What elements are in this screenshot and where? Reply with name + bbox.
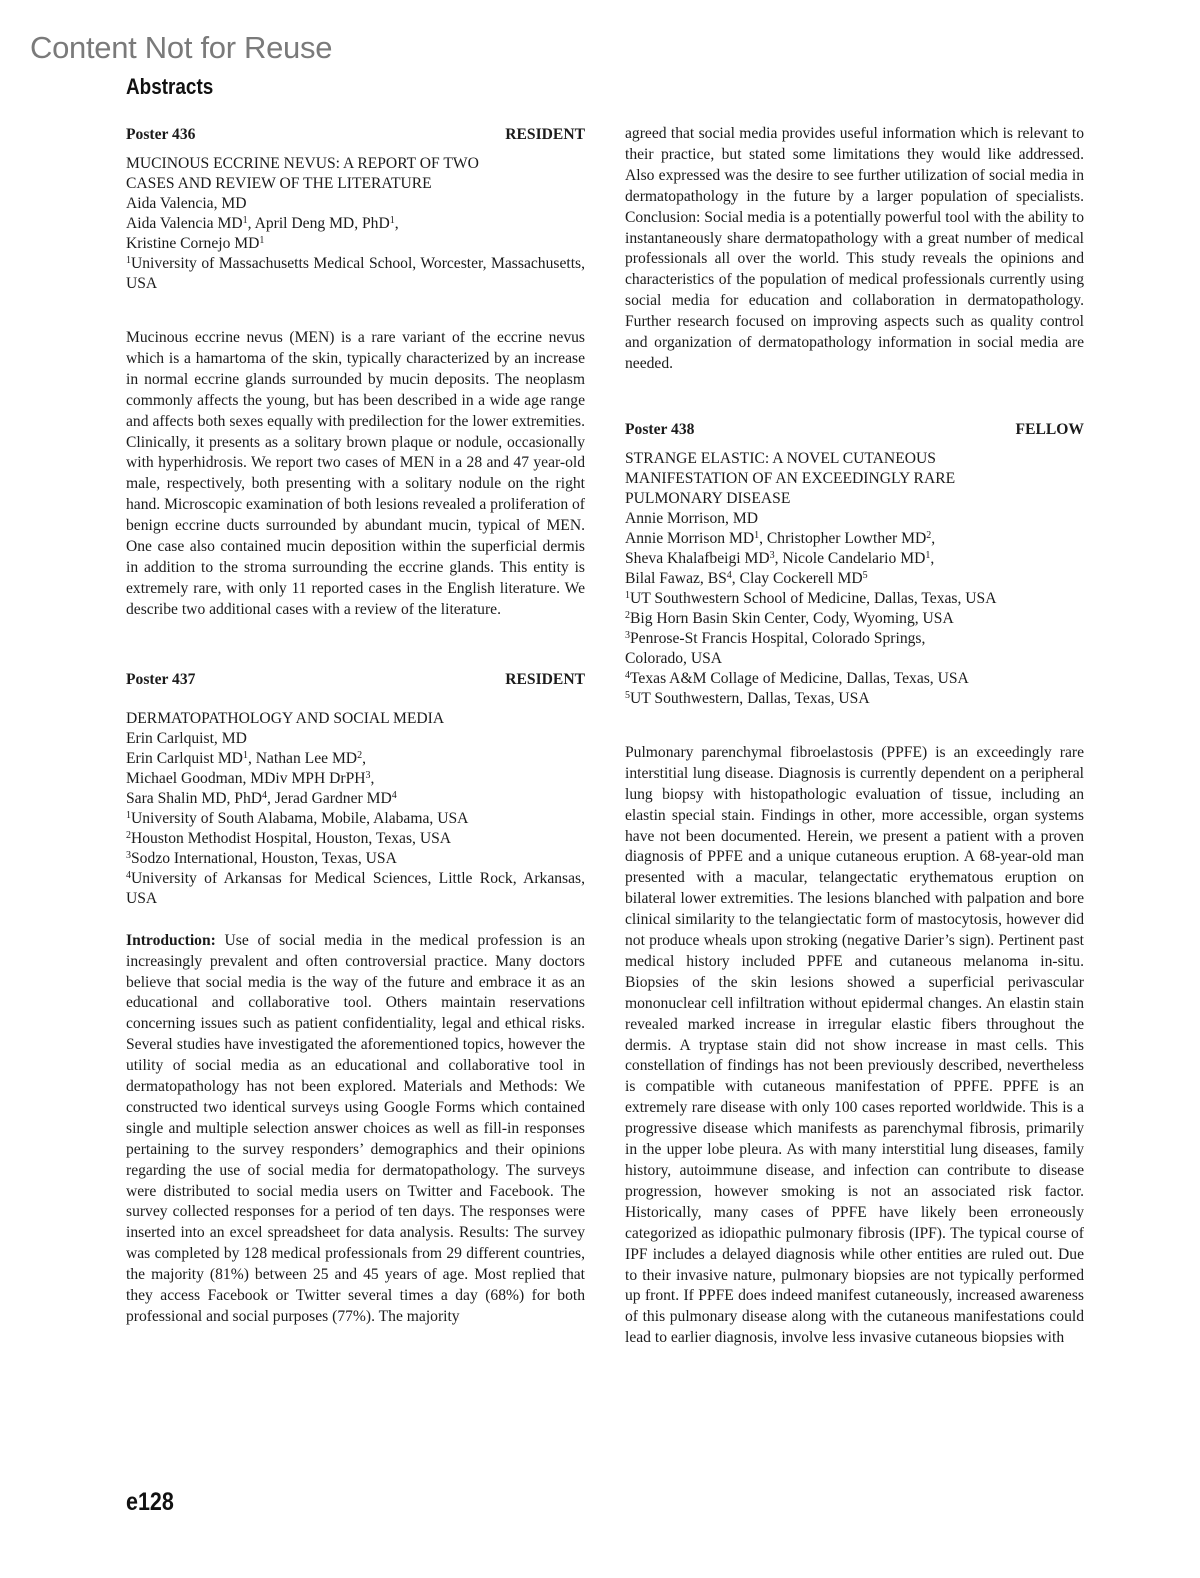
presenter: Aida Valencia, MD bbox=[126, 195, 247, 212]
poster-head-block bbox=[126, 154, 585, 294]
affiliation: $^4$Texas A&M Collage of Medicine, Dallas, Texas, USA bbox=[625, 669, 969, 687]
authors-line: Annie Morrison $MD^1$, Christopher Lowther $MD^2$, bbox=[625, 529, 936, 547]
abstract-title-line: CASES AND REVIEW OF THE LITERATURE bbox=[126, 175, 432, 192]
left-column bbox=[126, 124, 585, 1328]
abstract-title-line: DERMATOPATHOLOGY AND SOCIAL MEDIA bbox=[126, 709, 445, 727]
abstract-title-line: MUCINOUS ECCRINE NEVUS: A REPORT OF TWO bbox=[126, 155, 479, 172]
affiliation: $^1$University of South Alabama, Mobile, Alabama, USA bbox=[126, 809, 469, 827]
poster-header bbox=[126, 669, 585, 691]
authors-line: Erin Carlquist $MD^1$, Nathan Lee $MD^2$, bbox=[126, 749, 366, 767]
presenter: Erin Carlquist, MD bbox=[126, 729, 247, 747]
authors-line: Michael Goodman, MDiv MPH DrPH$^3$, bbox=[126, 769, 375, 787]
poster-number: Poster 437 bbox=[126, 670, 196, 688]
section-title: Abstracts bbox=[126, 74, 214, 99]
authors-line: Sheva Khalafbeigi $MD^3$, Nicole Candelario $MD^1$, bbox=[625, 549, 935, 567]
abstract-title-line: PULMONARY DISEASE bbox=[625, 489, 791, 507]
abstract-title-line: MANIFESTATION OF AN EXCEEDINGLY RARE bbox=[625, 469, 956, 487]
affiliation: $^3$Sodzo International, Houston, Texas, USA bbox=[126, 849, 397, 867]
right-column bbox=[625, 124, 1084, 1349]
poster-number: Poster 438 bbox=[625, 420, 695, 438]
poster-head-block bbox=[625, 449, 1084, 709]
abstract-body: Pulmonary parenchymal fibroelastosis (PPFE) is an exceedingly rare interstitial lung disease. Diagnosis is currently dependent on a peripheral lung biopsy with histopathologic evaluation of tissue, including an elastin special stain. Findings in other, more accessible, organ systems have not been documented. Herein, we present a patient with a proven diagnosis of PPFE and a unique cutaneous eruption. A 68-year-old man presented with a macular, telangectatic erythematous eruption on bilateral lower extremities. The lesions blanched with palpation and bore clinical similarity to the telangiectatic form of mastocytosis, however did not produce wheals upon stroking (negative Darier’s sign). Pertinent past medical history included PPFE and cutaneous melanoma in-situ. Biopsies of the skin lesions showed a superficial perivascular mononuclear cell infiltration without epidermal changes. An elastin stain revealed marked increase in irregular elastic fibers throughout the dermis. A tryptase stain did not show increase in mast cells. This constellation of findings has not been previously described, nevertheless is compatible with cutaneous manifestation of PPFE. PPFE is an extremely rare disease with only 100 cases reported worldwide. This is a progressive disease which manifests as parenchymal fibrosis, primarily in the upper lobe pleura. As with many interstitial lung diseases, family history, autoimmune disease, and infection can contribute to disease progression, however smoking is not an associated risk factor. Historically, many cases of PPFE have likely been erroneously categorized as idiopathic pulmonary fibrosis (IPF). The typical course of IPF includes a delayed diagnosis while other entities are ruled out. Due to their invasive nature, pulmonary biopsies are not typically performed up front. If PPFE does indeed manifest cutaneously, increased awareness of this pulmonary disease along with the cutaneous manifestations could lead to earlier diagnosis, involve less invasive cutaneous biopsies with bbox=[625, 743, 1084, 1347]
poster-header bbox=[625, 419, 1084, 441]
poster-head-block bbox=[126, 709, 585, 909]
poster-category: RESIDENT bbox=[505, 670, 585, 688]
poster-number: Poster 436 bbox=[126, 126, 196, 143]
presenter: Annie Morrison, MD bbox=[625, 509, 758, 527]
affiliation: $^1$University of Massachusetts Medical School, Worcester, Massachusetts, USA bbox=[126, 255, 585, 292]
authors-line: Sara Shalin MD, PhD$^4$, Jerad Gardner $MD^4$ bbox=[126, 789, 397, 807]
authors-line: Bilal Fawaz, $BS^4$, Clay Cockerell $MD^5$ bbox=[625, 569, 868, 587]
affiliation: $^1$UT Southwestern School of Medicine, Dallas, Texas, USA bbox=[625, 589, 997, 607]
authors-line: Aida Valencia $MD^1$, April Deng MD, PhD$^1$, bbox=[126, 215, 399, 232]
poster-header bbox=[126, 124, 585, 146]
abstract-continuation: agreed that social media provides useful information which is relevant to their practice, but stated some limitations they would like addressed. Also expressed was the desire to see further utilization of social media in dermatopathology in the future by a larger population of specialists. Conclusion: Social media is a potentially powerful tool with the ability to instantaneously share dermatopathology with a great number of medical professionals all over the world. This study reveals the opinions and characteristics of the population of medical professionals currently using social media for education and collaboration in dermatopathology. Further research focused on improving aspects such as quality control and organization of dermatopathology information in social media are needed. bbox=[625, 125, 1084, 372]
affiliation: $^4$University of Arkansas for Medical Sciences, Little Rock, Arkansas, USA bbox=[126, 869, 585, 907]
affiliation: $^3$Penrose-St Francis Hospital, Colorado Springs, bbox=[625, 629, 926, 647]
intro-label: Introduction: bbox=[126, 931, 216, 949]
page-number: e128 bbox=[126, 1488, 174, 1516]
poster-436 bbox=[126, 124, 585, 621]
abstract-body: Mucinous eccrine nevus (MEN) is a rare variant of the eccrine nevus which is a hamartoma of the skin, typically characterized by an increase in normal eccrine glands surrounded by mucin deposits. The neoplasm commonly affects the young, but has been described in a wide age range and affects both sexes equally with predilection for the lower extremities. Clinically, it presents as a solitary brown plaque or nodule, occasionally with hyperhidrosis. We report two cases of MEN in a 28 and 47 year-old male, respectively, both presenting with a solitary nodule on the right hand. Microscopic examination of both lesions revealed a proliferation of benign eccrine ducts surrounded by abundant mucin, typical of MEN. One case also contained mucin deposition within the superficial dermis in addition to the stroma surrounding the eccrine glands. This entity is extremely rare, with only 11 reported cases in the English literature. We describe two additional cases with a review of the literature. bbox=[126, 329, 586, 618]
authors-line: Kristine Cornejo $MD^1$ bbox=[126, 235, 265, 252]
abstract-body: Introduction: Use of social media in the medical profession is an increasingly prevalent and often controversial practice. Many doctors believe that social media is the way of the future and embrace it as an educational and collaborative tool. Others maintain reservations concerning issues such as patient confidentiality, legal and ethical risks. Several studies have investigated the aforementioned topics, however the utility of social media as an educational and collaborative tool in dermatopathology has not been explored. Materials and Methods: We constructed two identical surveys using Google Forms which contained single and multiple selection answer choices as well as fill-in responses pertaining to the survey responders’ demographics and their opinions regarding the use of social media for dermatopathology. The surveys were distributed to social media users on Twitter and Facebook. The survey collected responses for a period of ten days. The responses were inserted into an excel spreadsheet for data analysis. Results: The survey was completed by 128 medical professionals from 29 different countries, the majority (81%) between 25 and 45 years of age. Most replied that they access Facebook or Twitter several times a day (68%) for both professional and social purposes (77%). The majority bbox=[126, 931, 585, 1325]
affiliation: Colorado, USA bbox=[625, 649, 723, 667]
abstract-title-line: STRANGE ELASTIC: A NOVEL CUTANEOUS bbox=[625, 449, 936, 467]
watermark: Content Not for Reuse bbox=[30, 30, 333, 65]
poster-category: RESIDENT bbox=[505, 126, 585, 143]
affiliation: $^5$UT Southwestern, Dallas, Texas, USA bbox=[625, 689, 870, 707]
poster-438 bbox=[625, 419, 1084, 1349]
poster-437 bbox=[126, 669, 585, 1328]
affiliation: $^2$Big Horn Basin Skin Center, Cody, Wyoming, USA bbox=[625, 609, 954, 627]
affiliation: $^2$Houston Methodist Hospital, Houston, Texas, USA bbox=[126, 829, 452, 847]
poster-category: FELLOW bbox=[1015, 420, 1084, 438]
